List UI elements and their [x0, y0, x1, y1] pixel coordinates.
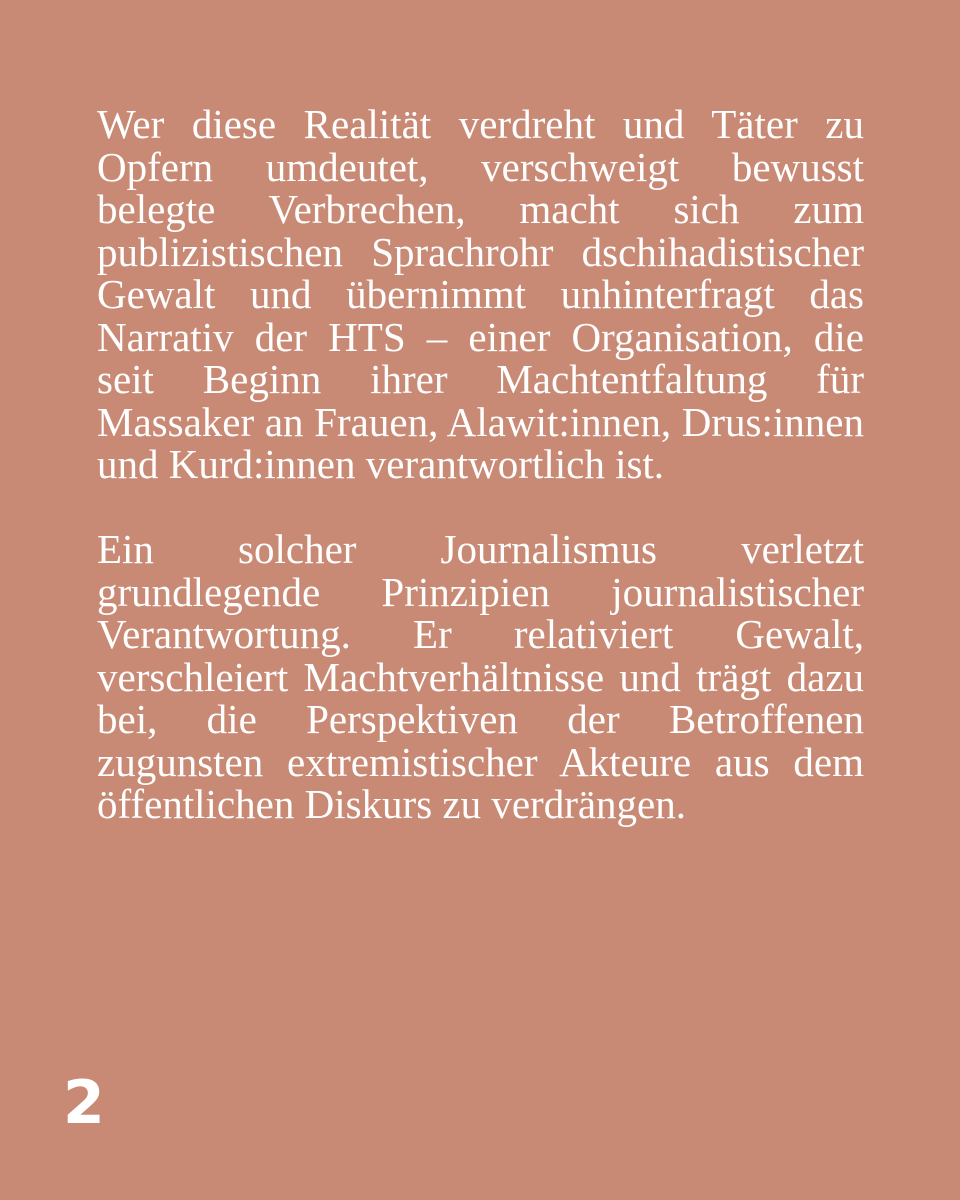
page-number: 2 — [63, 1068, 105, 1138]
paragraph-2: Ein solcher Journalismus verletzt grundlegende Prinzipien journalistischer Verantwortung. Er relativiert Gewalt, verschleiert Machtverhältnisse und trägt dazu bei, die Perspektiven der Betroffenen zugunsten extremistischer Akteure aus dem öffentlichen Diskurs zu verdrängen. — [97, 526, 864, 827]
paragraph-1: Wer diese Realität verdreht und Täter zu Opfern umdeutet, verschweigt bewusst belegte Verbrechen, macht sich zum publizistischen Sprachrohr dschihadistischer Gewalt und übernimmt unhinterfragt das Narrativ der HTS – einer Organisation, die seit Beginn ihrer Machtentfaltung für Massaker an Frauen, Alawit:innen, Drus:innen und Kurd:innen verantwortlich ist. — [97, 101, 864, 487]
body-text — [97, 103, 864, 826]
